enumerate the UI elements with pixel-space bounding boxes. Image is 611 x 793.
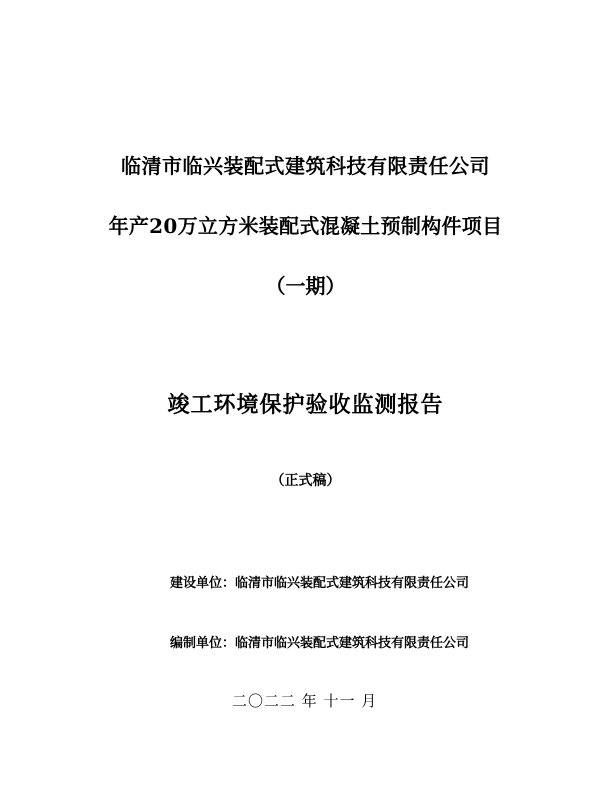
compiling-unit-value: 临清市临兴装配式建筑科技有限责任公司: [235, 636, 470, 651]
construction-unit-label: 建设单位：: [170, 576, 236, 591]
compiling-unit-label: 编制单位：: [170, 636, 236, 651]
report-date: 二〇二二 年 十一 月: [232, 692, 378, 710]
draft-status: （正式稿）: [270, 473, 341, 489]
compiling-unit-row: [170, 632, 469, 651]
project-title: 年产20万立方米装配式混凝土预制构件项目: [108, 214, 503, 238]
construction-unit-row: [170, 572, 469, 591]
construction-unit-value: 临清市临兴装配式建筑科技有限责任公司: [235, 576, 470, 591]
report-title: 竣工环境保护验收监测报告: [167, 392, 444, 418]
phase-label: （一期）: [265, 274, 346, 298]
company-title: 临清市临兴装配式建筑科技有限责任公司: [121, 154, 490, 178]
